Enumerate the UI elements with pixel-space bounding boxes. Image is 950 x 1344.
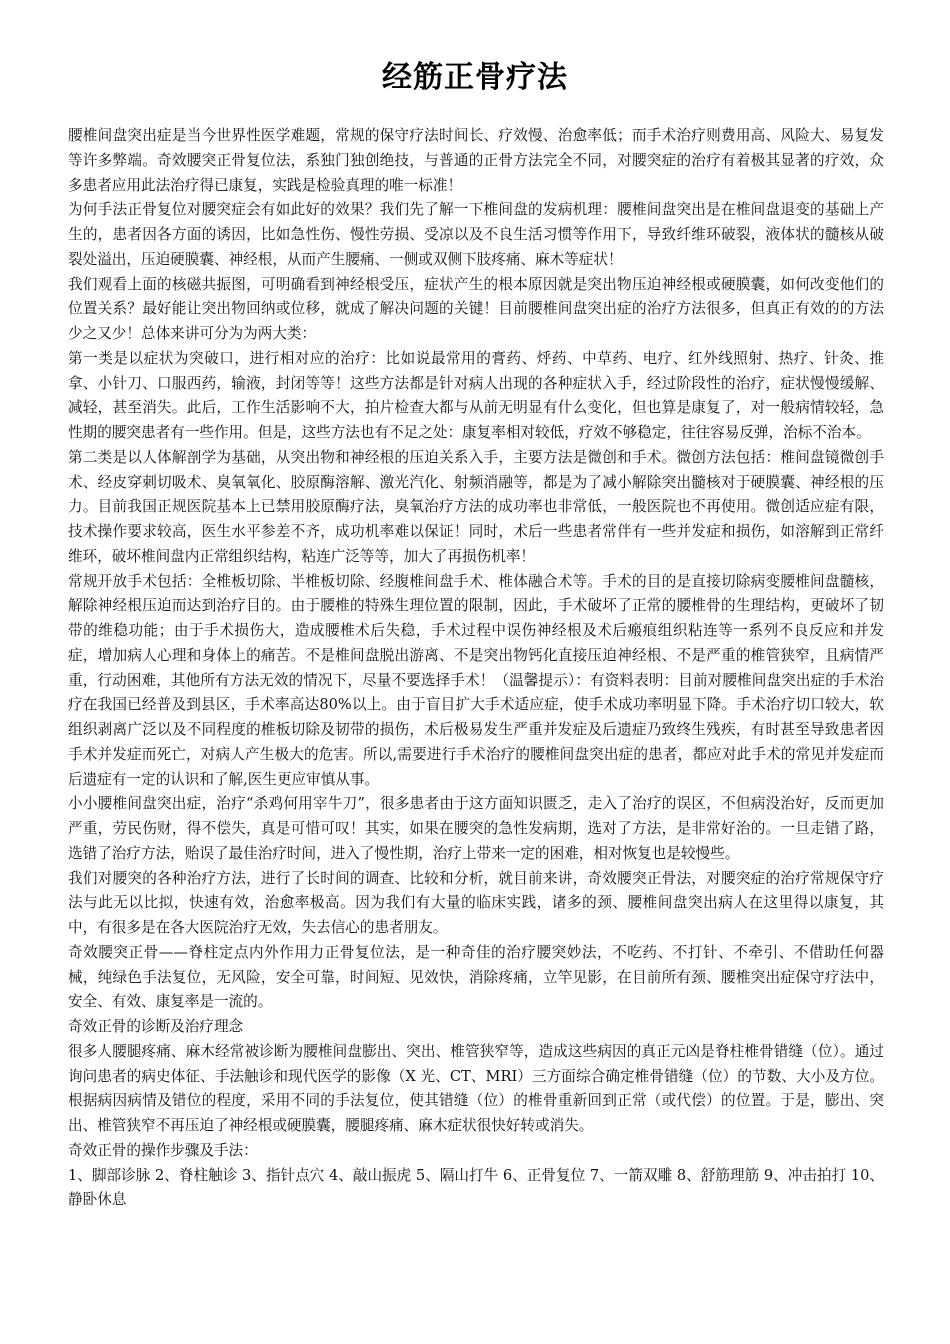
paragraph-category-two: 第二类是以人体解剖学为基础，从突出物和神经根的压迫关系入手，主要方法是微创和手术。微创方法包括：椎间盘镜微创手术、经皮穿刺切吸术、臭氧氧化、胶原酶溶解、激光汽化、射频消融等，都是为了减小解除突出髓核对于硬膜囊、神经根的压力。目前我国正规医院基本上已禁用胶原酶疗法，臭氧治疗方法的成功率也非常低，一般医院也不再使用。微创适应症有限，技术操作要求较高，医生水平参差不齐，成功机率难以保证！同时，术后一些患者常伴有一些并发症和损伤，如溶解到正常纤维环，破坏椎间盘内正常组织结构，粘连广泛等等，加大了再损伤机率！	[68, 448, 884, 565]
paragraph-surgery: 常规开放手术包括：全椎板切除、半椎板切除、经腹椎间盘手术、椎体融合术等。手术的目的是直接切除病变腰椎间盘髓核，解除神经根压迫而达到治疗目的。由于腰椎的特殊生理位置的限制，因此，手术破坏了正常的腰椎骨的生理结构，更破坏了韧带的维稳功能；由于手术损伤大，造成腰椎术后失稳，手术过程中误伤神经根及术后瘢痕组织粘连等一系列不良反应和并发症，增加病人心理和身体上的痛苦。不是椎间盘脱出游离、不是突出物钙化直接压迫神经根、不是严重的椎管狭窄，且病情严重，行动困难，其他所有方法无效的情况下，尽量不要选择手术！（温馨提示）：有资料表明：目前对腰椎间盘突出症的手术治疗在我国已经普及到县区，手术率高达80%以上。由于盲目扩大手术适应症，使手术成功率明显下降。手术治疗切口较大，软组织剥离广泛以及不同程度的椎板切除及韧带的损伤，术后极易发生严重并发症及后遗症乃致终生残疾，有时甚至导致患者因手术并发症而死亡，对病人产生极大的危害。所以,需要进行手术治疗的腰椎间盘突出症的患者，都应对此手术的常见并发症而后遗症有一定的认识和了解,医生更应审慎从事。	[68, 572, 884, 788]
paragraph-steps: 1、脚部诊脉 2、脊柱触诊 3、指针点穴 4、敲山振虎 5、隔山打牛 6、正骨复位 7、一箭双雕 8、舒筋理筋 9、冲击拍打 10、静卧休息	[68, 1166, 884, 1209]
paragraph-mri: 我们观看上面的核磁共振图，可明确看到神经根受压，症状产生的根本原因就是突出物压迫神经根或硬膜囊，如何改变他们的位置关系？最好能让突出物回纳或位移，就成了解决问题的关键！目前腰椎间盘突出症的治疗方法很多，但真正有效的的方法少之又少！总体来讲可分为为两大类：	[68, 275, 884, 342]
document-title: 经筋正骨疗法	[382, 60, 568, 95]
section-heading-diagnosis: 奇效正骨的诊断及治疗理念	[68, 1018, 244, 1035]
paragraph-mechanism: 为何手法正骨复位对腰突症会有如此好的效果？我们先了解一下椎间盘的发病机理：腰椎间盘突出是在椎间盘退变的基础上产生的，患者因各方面的诱因，比如急性伤、慢性劳损、受凉以及不良生活习惯等作用下，导致纤维环破裂，液体状的髓核从破裂处溢出，压迫硬膜囊、神经根，从而产生腰痛、一侧或双侧下肢疼痛、麻木等症状！	[68, 201, 884, 268]
paragraph-method: 奇效腰突正骨——脊柱定点内外作用力正骨复位法，是一种奇佳的治疗腰突妙法，不吃药、不打针、不牵引、不借助任何器械，纯绿色手法复位，无风险，安全可靠，时间短、见效快，消除疼痛，立竿见影，在目前所有颈、腰椎突出症保守疗法中，安全、有效、康复率是一流的。	[68, 943, 884, 1011]
paragraph-research: 我们对腰突的各种治疗方法，进行了长时间的调查、比较和分析，就目前来讲，奇效腰突正骨法，对腰突症的治疗常规保守疗法与此无以比拟，快速有效，治愈率极高。因为我们有大量的临床实践，诸多的颈、腰椎间盘突出病人在这里得以康复，其中，有很多是在各大医院治疗无效，失去信心的患者朋友。	[68, 869, 884, 936]
paragraph-diagnosis: 很多人腰腿疼痛、麻木经常被诊断为腰椎间盘膨出、突出、椎管狭窄等，造成这些病因的真正元凶是脊柱椎骨错缝（位）。通过询问患者的病史体征、手法触诊和现代医学的影像（X 光、CT、MRI）三方面综合确定椎骨错缝（位）的节数、大小及方位。根据病因病情及错位的程度，采用不同的手法复位，使其错缝（位）的椎骨重新回到正常（或代偿）的位置。于是，膨出、突出、椎管狭窄不再压迫了神经根或硬膜囊，腰腿疼痛、麻木症状很快好转或消失。	[68, 1042, 884, 1134]
paragraph-misconception: 小小腰椎间盘突出症，治疗“杀鸡何用宰牛刀”，很多患者由于这方面知识匮乏，走入了治疗的误区，不但病没治好，反而更加严重，劳民伤财，得不偿失，真是可惜可叹！其实，如果在腰突的急性发病期，选对了方法，是非常好治的。一旦走错了路，选错了治疗方法，贻误了最佳治疗时间，进入了慢性期，治疗上带来一定的困难，相对恢复也是较慢些。	[68, 795, 884, 862]
document-body	[68, 124, 884, 1213]
section-heading-steps: 奇效正骨的操作步骤及手法：	[68, 1141, 258, 1159]
paragraph-intro: 腰椎间盘突出症是当今世界性医学难题，常规的保守疗法时间长、疗效慢、治愈率低；而手术治疗则费用高、风险大、易复发等许多弊端。奇效腰突正骨复位法，系独门独创绝技，与普通的正骨方法完全不同，对腰突症的治疗有着极其显著的疗效，众多患者应用此法治疗得已康复，实践是检验真理的唯一标准！	[68, 127, 884, 194]
paragraph-category-one: 第一类是以症状为突破口，进行相对应的治疗：比如说最常用的膏药、烀药、中草药、电疗、红外线照射、热疗、针灸、推拿、小针刀、口服西药，输液，封闭等等！这些方法都是针对病人出现的各种症状入手，经过阶段性的治疗，症状慢慢缓解、减轻，甚至消失。此后，工作生活影响不大，拍片检查大都与从前无明显有什么变化，但也算是康复了，对一般病情较轻，急性期的腰突患者有一些作用。但是，这些方法也有不足之处：康复率相对较低，疗效不够稳定，往往容易反弹，治标不治本。	[68, 349, 884, 441]
